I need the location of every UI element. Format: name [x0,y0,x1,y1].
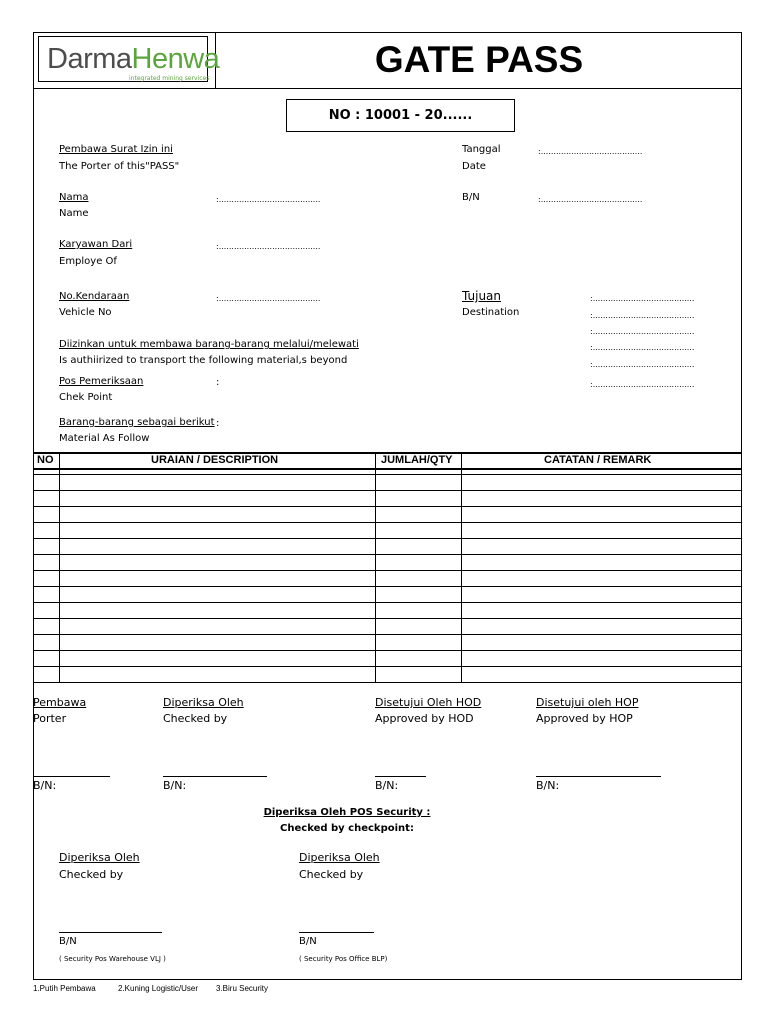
logo-area [33,32,220,88]
destination-field-3[interactable]: :........................................ [590,327,695,336]
sig-line-hop[interactable] [536,776,661,777]
table-row-line [33,570,742,571]
sig-hod-en: Approved by HOD [375,712,474,725]
table-row-line [33,602,742,603]
logo-darma: Darma [47,43,132,75]
checkpoint-colon: : [216,377,220,388]
checkpoint-label-id: Pos Pemeriksaan [59,376,144,387]
materials-colon: : [216,418,220,429]
sig-bn-checked: B/N: [163,779,187,792]
table-row-line [33,506,742,507]
table-column-line [461,452,462,682]
security-right-bn: B/N [299,936,317,947]
porter-label-en: The Porter of this"PASS" [59,161,180,172]
col-header-remark: CATATAN / REMARK [544,454,652,466]
footer-copy-2: 2.Kuning Logistic/User [118,984,199,993]
destination-label-en: Destination [462,307,520,318]
sig-porter-en: Porter [33,712,67,725]
employee-label-id: Karyawan Dari [59,239,133,250]
destination-label-id: Tujuan [462,289,502,303]
header-divider [33,88,742,89]
security-right-sig-line[interactable] [299,932,374,933]
table-column-line [59,452,60,682]
security-left-bn: B/N [59,936,77,947]
authorized-label-en: Is authiirized to transport the following material,s beyond [59,355,348,366]
sig-hod-id: Disetujui Oleh HOD [375,696,482,709]
sig-checked-en: Checked by [163,712,228,725]
table-row-line [33,618,742,619]
porter-label-id: Pembawa Surat Izin ini [59,144,173,155]
security-title-en: Checked by checkpoint: [280,823,414,834]
table-row-line [33,682,742,683]
vehicle-label-en: Vehicle No [59,307,112,318]
footer-copy-1: 1.Putih Pembawa [33,984,96,993]
table-row-line [33,586,742,587]
security-left-en: Checked by [59,868,124,881]
col-header-qty: JUMLAH/QTY [381,454,453,466]
sig-bn-hod: B/N: [375,779,399,792]
security-left-note: ( Security Pos Warehouse VLJ ) [59,955,166,963]
sig-bn-porter: B/N: [33,779,57,792]
authorized-label-id: Diizinkan untuk membawa barang-barang melalui/melewati [59,339,359,350]
table-row-line [33,538,742,539]
table-row-line [33,666,742,667]
name-label-id: Nama [59,192,89,203]
sig-checked-id: Diperiksa Oleh [163,696,244,709]
sig-hop-id: Disetujui oleh HOP [536,696,639,709]
security-right-id: Diperiksa Oleh [299,851,380,864]
vehicle-field[interactable]: :........................................ [216,294,321,303]
employee-label-en: Employe Of [59,256,117,267]
sig-line-checked[interactable] [163,776,267,777]
company-logo [38,36,220,82]
table-row-line [33,650,742,651]
bn-label: B/N [462,192,480,203]
security-right-en: Checked by [299,868,364,881]
pass-number: NO : 10001 - 20...... [328,108,473,123]
page-title: GATE PASS [374,39,584,80]
logo-wordmark [47,43,219,76]
security-title-id: Diperiksa Oleh POS Security : [263,807,431,818]
table-row-line [33,634,742,635]
destination-field-2[interactable]: :........................................ [590,311,695,320]
destination-field-1[interactable]: :........................................ [590,294,695,303]
sig-line-porter[interactable] [33,776,110,777]
table-row-line [33,474,742,475]
checkpoint-label-en: Chek Point [59,392,113,403]
logo-henwa: Henwa [131,43,220,75]
bn-field[interactable]: :........................................ [538,195,643,204]
employee-field[interactable]: :........................................ [216,242,321,251]
sig-bn-hop: B/N: [536,779,560,792]
date-field[interactable]: :........................................ [538,147,643,156]
vehicle-label-id: No.Kendaraan [59,291,130,302]
table-row-line [33,468,742,470]
materials-label-id: Barang-barang sebagai berikut [59,417,215,428]
destination-field-5[interactable]: :........................................ [590,360,695,369]
security-left-id: Diperiksa Oleh [59,851,140,864]
col-header-description: URAIAN / DESCRIPTION [151,454,279,466]
name-field[interactable]: :........................................ [216,195,321,204]
table-column-line [375,452,376,682]
materials-label-en: Material As Follow [59,433,150,444]
col-header-no: NO [37,454,54,466]
table-row-line [33,490,742,491]
table-row-line [33,522,742,523]
sig-hop-en: Approved by HOP [536,712,633,725]
destination-field-4[interactable]: :........................................ [590,343,695,352]
security-right-note: ( Security Pos Office BLP) [299,955,388,963]
destination-field-6[interactable]: :........................................ [590,380,695,389]
sig-porter-id: Pembawa [33,696,87,709]
pass-number-box[interactable] [286,99,515,132]
security-left-sig-line[interactable] [59,932,162,933]
date-label-en: Date [462,161,486,172]
footer-copy-3: 3.Biru Security [216,984,269,993]
table-row-line [33,554,742,555]
sig-line-hod[interactable] [375,776,426,777]
name-label-en: Name [59,208,89,219]
date-label-id: Tanggal [462,144,501,155]
logo-tagline: integrated mining services [129,75,210,82]
